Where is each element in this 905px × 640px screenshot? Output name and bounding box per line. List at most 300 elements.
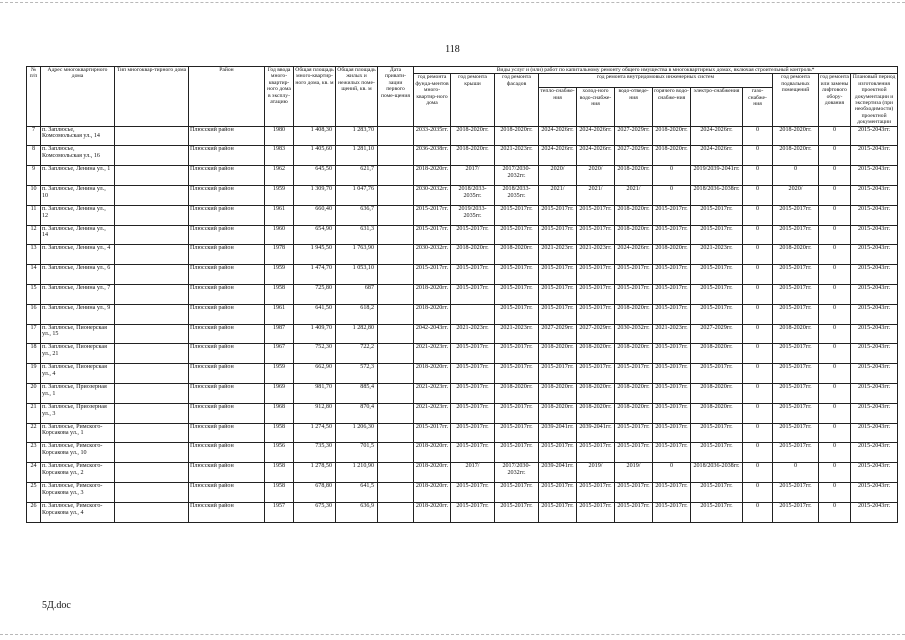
cell-elevator: 0 [819, 443, 851, 463]
cell-electric: 2015-2017гг. [691, 205, 743, 225]
cell-sewerage: 2015-2017гг. [615, 483, 653, 503]
cell-roof: 2015-2017гг. [451, 265, 495, 285]
cell-roof: 2018-2020гг. [451, 146, 495, 166]
cell-elevator: 0 [819, 483, 851, 503]
cell-foundation: 2015-2017гг. [414, 265, 451, 285]
cell-basement: 2015-2017гг. [773, 364, 819, 384]
table-row [27, 384, 898, 404]
cell-basement: 2015-2017гг. [773, 225, 819, 245]
cell-elevator: 0 [819, 146, 851, 166]
cell-living-area: 618,2 [336, 304, 378, 324]
cell-total-area: 1 405,60 [294, 146, 336, 166]
cell-foundation: 2036-2038гг. [414, 146, 451, 166]
cell-total-area: 725,80 [294, 285, 336, 305]
cell-cold-water: 2015-2017гг. [577, 304, 615, 324]
top-page-border [0, 2, 905, 3]
cell-roof: 2015-2017гг. [451, 344, 495, 364]
cell-heating: 2015-2017гг. [539, 265, 577, 285]
cell-planned: 2015-2043гг. [851, 423, 898, 443]
cell-gas: 0 [743, 403, 773, 423]
cell-hot-water: 2015-2017гг. [653, 225, 691, 245]
cell-cold-water: 2024-2026гг. [577, 126, 615, 146]
table-row [27, 146, 898, 166]
cell-elevator: 0 [819, 225, 851, 245]
cell-district: Плюсский район [189, 463, 265, 483]
cell-address: п. Заплюсье, Римского-Корсакова ул., 10 [41, 443, 115, 463]
cell-facade: 2015-2017гг. [495, 304, 539, 324]
header-engineering-group: год ремонта внутридомовых инженерных систем [539, 74, 773, 88]
cell-no: 15 [27, 285, 41, 305]
cell-living-area: 636,7 [336, 205, 378, 225]
cell-facade: 2018-2020гг. [495, 126, 539, 146]
cell-hot-water: 2015-2017гг. [653, 423, 691, 443]
cell-hot-water: 0 [653, 186, 691, 206]
cell-no: 17 [27, 324, 41, 344]
cell-living-area: 1 210,90 [336, 463, 378, 483]
table-row [27, 364, 898, 384]
cell-heating: 2027-2029гг. [539, 324, 577, 344]
cell-living-area: 621,7 [336, 166, 378, 186]
cell-district: Плюсский район [189, 423, 265, 443]
cell-hot-water: 2015-2017гг. [653, 443, 691, 463]
cell-facade: 2017/2030-2032гг. [495, 166, 539, 186]
cell-planned: 2015-2043гг. [851, 146, 898, 166]
header-electric: электро-снабжения [691, 88, 743, 126]
header-elevator: год ремонта или замены лифтового обору-дования [819, 74, 851, 126]
cell-living-area: 1 047,76 [336, 186, 378, 206]
cell-address: п. Заплюсье, Ленина ул., 4 [41, 245, 115, 265]
cell-gas: 0 [743, 483, 773, 503]
cell-living-area: 687 [336, 285, 378, 305]
table-row [27, 225, 898, 245]
cell-house-type [115, 463, 189, 483]
cell-roof: 2015-2017гг. [451, 403, 495, 423]
cell-planned: 2015-2043гг. [851, 126, 898, 146]
footer-filename: 5Д.doc [42, 600, 71, 611]
cell-house-type [115, 285, 189, 305]
cell-house-type [115, 443, 189, 463]
cell-facade: 2018/2033-2035гг. [495, 186, 539, 206]
cell-basement: 2015-2017гг. [773, 483, 819, 503]
cell-sewerage: 2018-2020гг. [615, 384, 653, 404]
cell-foundation: 2030-2032гг. [414, 186, 451, 206]
cell-roof: 2015-2017гг. [451, 285, 495, 305]
table-row [27, 483, 898, 503]
cell-foundation: 2042-2043гг. [414, 324, 451, 344]
cell-hot-water: 2015-2017гг. [653, 384, 691, 404]
cell-hot-water: 2015-2017гг. [653, 502, 691, 522]
cell-roof: 2018-2020гг. [451, 126, 495, 146]
cell-electric: 2024-2026гг. [691, 126, 743, 146]
cell-gas: 0 [743, 225, 773, 245]
cell-total-area: 1 474,70 [294, 265, 336, 285]
cell-facade: 2015-2017гг. [495, 344, 539, 364]
cell-no: 26 [27, 502, 41, 522]
cell-sewerage: 2027-2029гг. [615, 146, 653, 166]
cell-sewerage: 2015-2017гг. [615, 265, 653, 285]
cell-privatization-date [378, 304, 414, 324]
cell-address: п. Заплюсье, Римского-Корсакова ул., 1 [41, 423, 115, 443]
cell-no: 23 [27, 443, 41, 463]
cell-electric: 2021-2023гг. [691, 245, 743, 265]
table-row [27, 245, 898, 265]
cell-cold-water: 2021/ [577, 186, 615, 206]
cell-cold-water: 2015-2017гг. [577, 205, 615, 225]
cell-house-type [115, 502, 189, 522]
cell-house-type [115, 324, 189, 344]
header-sewerage: водо-отведе-ния [615, 88, 653, 126]
cell-address: п. Заплюсье, Пионерская ул., 21 [41, 344, 115, 364]
table-row [27, 324, 898, 344]
cell-facade: 2015-2017гг. [495, 225, 539, 245]
cell-year-built: 1968 [265, 403, 294, 423]
cell-living-area: 885,4 [336, 384, 378, 404]
cell-address: п. Заплюсье, Ленина ул., 6 [41, 265, 115, 285]
cell-address: п. Заплюсье, Приозерная ул., 1 [41, 384, 115, 404]
cell-gas: 0 [743, 205, 773, 225]
cell-total-area: 1 274,50 [294, 423, 336, 443]
cell-sewerage: 2015-2017гг. [615, 443, 653, 463]
cell-gas: 0 [743, 166, 773, 186]
cell-foundation: 2015-2017гг. [414, 205, 451, 225]
cell-total-area: 1 309,70 [294, 186, 336, 206]
cell-roof: 2019/2033-2035гг. [451, 205, 495, 225]
cell-no: 14 [27, 265, 41, 285]
cell-basement: 2015-2017гг. [773, 285, 819, 305]
cell-sewerage: 2018-2020гг. [615, 166, 653, 186]
cell-privatization-date [378, 502, 414, 522]
cell-heating: 2024-2026гг. [539, 146, 577, 166]
header-foundation: год ремонта фунда-ментов много-квартир-ного дома [414, 74, 451, 126]
cell-foundation: 2018-2020гг. [414, 285, 451, 305]
cell-no: 18 [27, 344, 41, 364]
cell-roof: 2017/ [451, 463, 495, 483]
cell-living-area: 722,2 [336, 344, 378, 364]
table-row [27, 285, 898, 305]
cell-privatization-date [378, 126, 414, 146]
cell-heating: 2018-2020гг. [539, 344, 577, 364]
header-district: Район [189, 67, 265, 127]
cell-planned: 2015-2043гг. [851, 205, 898, 225]
cell-total-area: 675,30 [294, 502, 336, 522]
cell-facade: 2018-2020гг. [495, 384, 539, 404]
cell-year-built: 1987 [265, 324, 294, 344]
cell-basement: 2015-2017гг. [773, 265, 819, 285]
cell-hot-water: 0 [653, 166, 691, 186]
cell-elevator: 0 [819, 344, 851, 364]
cell-hot-water: 2015-2017гг. [653, 265, 691, 285]
cell-house-type [115, 146, 189, 166]
cell-living-area: 1 763,90 [336, 245, 378, 265]
cell-gas: 0 [743, 186, 773, 206]
cell-privatization-date [378, 384, 414, 404]
cell-district: Плюсский район [189, 403, 265, 423]
cell-planned: 2015-2043гг. [851, 483, 898, 503]
cell-electric: 2018-2020гг. [691, 403, 743, 423]
cell-basement: 2015-2017гг. [773, 423, 819, 443]
capital-repair-table [26, 66, 898, 523]
header-privatization-date: Дата привати-зации первого поме-щения [378, 67, 414, 127]
cell-facade: 2015-2017гг. [495, 364, 539, 384]
cell-no: 7 [27, 126, 41, 146]
header-works-group: Виды услуг и (или) работ по капитальному ремонту общего имущества в многоквартирных домах, включая строительный контроль* [414, 67, 898, 74]
cell-year-built: 1962 [265, 166, 294, 186]
cell-electric: 2015-2017гг. [691, 285, 743, 305]
cell-roof: 2015-2017гг. [451, 502, 495, 522]
cell-elevator: 0 [819, 205, 851, 225]
cell-no: 19 [27, 364, 41, 384]
cell-planned: 2015-2043гг. [851, 245, 898, 265]
table-row [27, 186, 898, 206]
cell-gas: 0 [743, 245, 773, 265]
cell-address: п. Заплюсье, Пионерская ул., 4 [41, 364, 115, 384]
header-living-area: Общая площадь жилых и нежилых поме-щений, кв. м [336, 67, 378, 127]
cell-address: п. Заплюсье, Приозерная ул., 3 [41, 403, 115, 423]
cell-no: 24 [27, 463, 41, 483]
table-row [27, 205, 898, 225]
cell-roof: 2015-2017гг. [451, 364, 495, 384]
cell-elevator: 0 [819, 502, 851, 522]
cell-elevator: 0 [819, 245, 851, 265]
cell-roof: 2021-2023гг. [451, 324, 495, 344]
cell-hot-water: 0 [653, 463, 691, 483]
cell-cold-water: 2015-2017гг. [577, 483, 615, 503]
cell-cold-water: 2020/ [577, 166, 615, 186]
cell-privatization-date [378, 443, 414, 463]
cell-privatization-date [378, 344, 414, 364]
cell-total-area: 1 409,70 [294, 324, 336, 344]
cell-elevator: 0 [819, 186, 851, 206]
cell-district: Плюсский район [189, 502, 265, 522]
header-planned: Плановый период изготовления проектной документации и экспертиза (при необходимости) проектной документации [851, 74, 898, 126]
cell-roof: 2018-2020гг. [451, 245, 495, 265]
cell-planned: 2015-2043гг. [851, 403, 898, 423]
cell-electric: 2018/2036-2038гг. [691, 186, 743, 206]
cell-roof [451, 304, 495, 324]
cell-roof: 2017/ [451, 166, 495, 186]
cell-privatization-date [378, 166, 414, 186]
cell-hot-water: 2015-2017гг. [653, 483, 691, 503]
cell-district: Плюсский район [189, 364, 265, 384]
page-number: 118 [445, 44, 460, 55]
cell-sewerage: 2030-2032гг. [615, 324, 653, 344]
cell-sewerage: 2024-2026гг. [615, 245, 653, 265]
cell-planned: 2015-2043гг. [851, 285, 898, 305]
cell-elevator: 0 [819, 304, 851, 324]
cell-basement: 0 [773, 463, 819, 483]
cell-facade: 2017/2030-2032гг. [495, 463, 539, 483]
cell-heating: 2015-2017гг. [539, 285, 577, 305]
cell-cold-water: 2039-2041гг. [577, 423, 615, 443]
cell-electric: 2024-2026гг. [691, 146, 743, 166]
cell-electric: 2015-2017гг. [691, 443, 743, 463]
cell-planned: 2015-2043гг. [851, 265, 898, 285]
cell-total-area: 752,30 [294, 344, 336, 364]
cell-privatization-date [378, 186, 414, 206]
cell-gas: 0 [743, 344, 773, 364]
cell-heating: 2039-2041гг. [539, 463, 577, 483]
table-row [27, 423, 898, 443]
cell-foundation: 2018-2020гг. [414, 166, 451, 186]
cell-hot-water: 2018-2020гг. [653, 126, 691, 146]
cell-no: 13 [27, 245, 41, 265]
cell-house-type [115, 245, 189, 265]
cell-gas: 0 [743, 384, 773, 404]
cell-basement: 2015-2017гг. [773, 384, 819, 404]
cell-address: п. Заплюсье, Пионерская ул., 15 [41, 324, 115, 344]
cell-address: п. Заплюсье, Римского-Корсакова ул., 2 [41, 463, 115, 483]
cell-address: п. Заплюсье, Ленина ул., 7 [41, 285, 115, 305]
cell-cold-water: 2015-2017гг. [577, 443, 615, 463]
header-row-1 [27, 67, 898, 74]
cell-address: п. Заплюсье, Римского-Корсакова ул., 4 [41, 502, 115, 522]
table-row [27, 443, 898, 463]
cell-living-area: 1 053,10 [336, 265, 378, 285]
cell-heating: 2018-2020гг. [539, 403, 577, 423]
cell-heating: 2024-2026гг. [539, 126, 577, 146]
cell-cold-water: 2015-2017гг. [577, 502, 615, 522]
cell-living-area: 1 281,10 [336, 146, 378, 166]
cell-house-type [115, 126, 189, 146]
cell-facade: 2015-2017гг. [495, 502, 539, 522]
bottom-page-border [0, 634, 905, 635]
cell-district: Плюсский район [189, 265, 265, 285]
cell-heating: 2020/ [539, 166, 577, 186]
cell-foundation: 2015-2017гг. [414, 225, 451, 245]
cell-district: Плюсский район [189, 146, 265, 166]
cell-foundation: 2018-2020гг. [414, 463, 451, 483]
cell-elevator: 0 [819, 403, 851, 423]
cell-cold-water: 2018-2020гг. [577, 344, 615, 364]
cell-year-built: 1958 [265, 423, 294, 443]
cell-cold-water: 2021-2023гг. [577, 245, 615, 265]
header-total-area: Общая площадь много-квартир-ного дома, кв. м [294, 67, 336, 127]
cell-address: п. Заплюсье, Римского-Корсакова ул., 3 [41, 483, 115, 503]
cell-sewerage: 2018-2020гг. [615, 205, 653, 225]
header-house-type: Тип многоквар-тирного дома [115, 67, 189, 127]
cell-year-built: 1956 [265, 443, 294, 463]
header-heating: тепло-снабже-ния [539, 88, 577, 126]
cell-basement: 2018-2020гг. [773, 126, 819, 146]
cell-hot-water: 2015-2017гг. [653, 364, 691, 384]
cell-electric: 2015-2017гг. [691, 304, 743, 324]
cell-year-built: 1967 [265, 344, 294, 364]
cell-living-area: 870,4 [336, 403, 378, 423]
cell-basement: 2018-2020гг. [773, 245, 819, 265]
cell-gas: 0 [743, 423, 773, 443]
cell-cold-water: 2024-2026гг. [577, 146, 615, 166]
cell-foundation: 2021-2023гг. [414, 403, 451, 423]
cell-cold-water: 2019/ [577, 463, 615, 483]
cell-year-built: 1983 [265, 146, 294, 166]
cell-basement: 2020/ [773, 186, 819, 206]
table-row [27, 304, 898, 324]
cell-total-area: 1 945,50 [294, 245, 336, 265]
cell-living-area: 641,5 [336, 483, 378, 503]
cell-year-built: 1961 [265, 304, 294, 324]
cell-sewerage: 2018-2020гг. [615, 304, 653, 324]
cell-foundation: 2018-2020гг. [414, 483, 451, 503]
cell-planned: 2015-2043гг. [851, 443, 898, 463]
cell-no: 21 [27, 403, 41, 423]
cell-gas: 0 [743, 285, 773, 305]
cell-privatization-date [378, 423, 414, 443]
table-body [27, 126, 898, 522]
cell-no: 25 [27, 483, 41, 503]
cell-sewerage: 2015-2017гг. [615, 364, 653, 384]
table-row [27, 166, 898, 186]
cell-total-area: 662,90 [294, 364, 336, 384]
cell-basement: 2018-2020гг. [773, 324, 819, 344]
header-gas: газо-снабже-ния [743, 88, 773, 126]
cell-basement: 2015-2017гг. [773, 443, 819, 463]
cell-roof: 2015-2017гг. [451, 225, 495, 245]
cell-living-area: 1 283,70 [336, 126, 378, 146]
cell-electric: 2027-2029гг. [691, 324, 743, 344]
cell-foundation: 2018-2020гг. [414, 443, 451, 463]
table-row [27, 126, 898, 146]
header-year-built: Год ввода много-квартир-ного дома в эксплу-атацию [265, 67, 294, 127]
cell-house-type [115, 265, 189, 285]
cell-elevator: 0 [819, 265, 851, 285]
cell-privatization-date [378, 483, 414, 503]
cell-basement: 2015-2017гг. [773, 403, 819, 423]
cell-no: 20 [27, 384, 41, 404]
cell-no: 10 [27, 186, 41, 206]
cell-year-built: 1958 [265, 483, 294, 503]
cell-sewerage: 2027-2029гг. [615, 126, 653, 146]
cell-year-built: 1957 [265, 502, 294, 522]
cell-planned: 2015-2043гг. [851, 502, 898, 522]
cell-foundation: 2033-2035гг. [414, 126, 451, 146]
cell-year-built: 1978 [265, 245, 294, 265]
cell-elevator: 0 [819, 166, 851, 186]
cell-house-type [115, 384, 189, 404]
table-row [27, 502, 898, 522]
cell-roof: 2015-2017гг. [451, 423, 495, 443]
cell-facade: 2015-2017гг. [495, 265, 539, 285]
cell-planned: 2015-2043гг. [851, 324, 898, 344]
header-cold-water: холод-ного водо-снабже-ния [577, 88, 615, 126]
cell-foundation: 2018-2020гг. [414, 364, 451, 384]
cell-total-area: 654,90 [294, 225, 336, 245]
cell-living-area: 701,5 [336, 443, 378, 463]
cell-electric: 2015-2017гг. [691, 502, 743, 522]
cell-living-area: 572,3 [336, 364, 378, 384]
table-row [27, 403, 898, 423]
cell-no: 16 [27, 304, 41, 324]
cell-basement: 2015-2017гг. [773, 304, 819, 324]
cell-house-type [115, 403, 189, 423]
cell-cold-water: 2027-2029гг. [577, 324, 615, 344]
cell-no: 12 [27, 225, 41, 245]
cell-planned: 2015-2043гг. [851, 344, 898, 364]
cell-house-type [115, 205, 189, 225]
cell-no: 9 [27, 166, 41, 186]
cell-district: Плюсский район [189, 186, 265, 206]
cell-privatization-date [378, 403, 414, 423]
cell-year-built: 1958 [265, 463, 294, 483]
cell-foundation: 2018-2020гг. [414, 502, 451, 522]
cell-facade: 2015-2017гг. [495, 443, 539, 463]
cell-facade: 2015-2017гг. [495, 423, 539, 443]
cell-cold-water: 2015-2017гг. [577, 285, 615, 305]
cell-gas: 0 [743, 304, 773, 324]
cell-sewerage: 2018-2020гг. [615, 403, 653, 423]
cell-elevator: 0 [819, 126, 851, 146]
cell-house-type [115, 304, 189, 324]
cell-house-type [115, 225, 189, 245]
